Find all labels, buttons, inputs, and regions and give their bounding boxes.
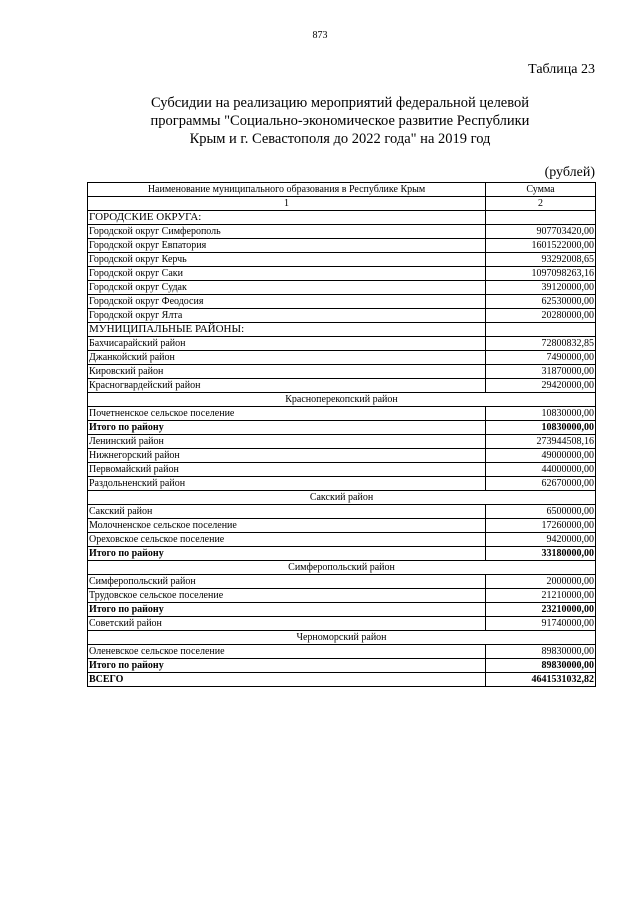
row-name: Джанкойский район: [88, 351, 486, 365]
district-header-row: [88, 561, 596, 575]
row-amount: 1601522000,00: [486, 239, 596, 253]
row-amount: 72800832,85: [486, 337, 596, 351]
title-line: Крым и г. Севастополя до 2022 года" на 2019 год: [189, 131, 491, 147]
row-name: Итого по району: [88, 547, 486, 561]
row-amount: 31870000,00: [486, 365, 596, 379]
row-name: Итого по району: [88, 421, 486, 435]
row-amount: 10830000,00: [486, 407, 596, 421]
row-name: Городской округ Евпатория: [88, 239, 486, 253]
total-row: [88, 603, 596, 617]
table-row: [88, 449, 596, 463]
row-name: Трудовское сельское поселение: [88, 589, 486, 603]
row-amount: 20280000,00: [486, 309, 596, 323]
total-row: [88, 547, 596, 561]
column-number-row: [88, 197, 596, 211]
table-row: [88, 281, 596, 295]
row-name: Итого по району: [88, 659, 486, 673]
row-amount: 9420000,00: [486, 533, 596, 547]
header-name-column: Наименование муниципального образования в Республике Крым: [88, 183, 486, 197]
district-name: Сакский район: [88, 491, 596, 505]
row-amount: 6500000,00: [486, 505, 596, 519]
table-row: [88, 225, 596, 239]
row-amount: 907703420,00: [486, 225, 596, 239]
district-header-row: [88, 393, 596, 407]
table-row: [88, 589, 596, 603]
table-row: [88, 295, 596, 309]
district-name: Симферопольский район: [88, 561, 596, 575]
header-sum-column: Сумма: [486, 183, 596, 197]
row-amount: 17260000,00: [486, 519, 596, 533]
header-row: [88, 183, 596, 197]
row-amount: 10830000,00: [486, 421, 596, 435]
row-name: Почетненское сельское поселение: [88, 407, 486, 421]
row-name: Итого по району: [88, 603, 486, 617]
document-title: [80, 94, 600, 148]
table-row: [88, 533, 596, 547]
table-row: [88, 309, 596, 323]
row-name: ВСЕГО: [88, 673, 486, 687]
row-name: Оленевское сельское поселение: [88, 645, 486, 659]
row-amount: 21210000,00: [486, 589, 596, 603]
table-row: [88, 435, 596, 449]
table-row: [88, 239, 596, 253]
subsidy-table: [87, 182, 596, 687]
row-name: Советский район: [88, 617, 486, 631]
row-name: Ореховское сельское поселение: [88, 533, 486, 547]
table-row: [88, 617, 596, 631]
section-row: [88, 323, 596, 337]
row-name: Молочненское сельское поселение: [88, 519, 486, 533]
table-row: [88, 267, 596, 281]
table-row: [88, 645, 596, 659]
row-amount: 7490000,00: [486, 351, 596, 365]
column-number: 2: [486, 197, 596, 211]
row-amount: 29420000,00: [486, 379, 596, 393]
table-label: Таблица 23: [528, 62, 595, 77]
row-amount: [486, 211, 596, 225]
table-row: [88, 337, 596, 351]
table-row: [88, 463, 596, 477]
district-name: Черноморский район: [88, 631, 596, 645]
row-amount: 39120000,00: [486, 281, 596, 295]
row-name: ГОРОДСКИЕ ОКРУГА:: [88, 211, 486, 225]
table-row: [88, 505, 596, 519]
table-row: [88, 477, 596, 491]
row-amount: 1097098263,16: [486, 267, 596, 281]
title-line: Субсидии на реализацию мероприятий федеральной целевой: [150, 95, 529, 111]
table-row: [88, 407, 596, 421]
section-row: [88, 211, 596, 225]
district-name: Красноперекопский район: [88, 393, 596, 407]
row-name: Ленинский район: [88, 435, 486, 449]
row-name: Бахчисарайский район: [88, 337, 486, 351]
row-amount: 23210000,00: [486, 603, 596, 617]
row-name: Городской округ Симферополь: [88, 225, 486, 239]
district-header-row: [88, 631, 596, 645]
row-amount: 62670000,00: [486, 477, 596, 491]
column-number: 1: [88, 197, 486, 211]
total-row: [88, 673, 596, 687]
district-header-row: [88, 491, 596, 505]
row-name: Симферопольский район: [88, 575, 486, 589]
row-amount: 93292008,65: [486, 253, 596, 267]
total-row: [88, 421, 596, 435]
row-amount: 49000000,00: [486, 449, 596, 463]
table-row: [88, 253, 596, 267]
table-row: [88, 575, 596, 589]
table-row: [88, 365, 596, 379]
row-amount: [486, 323, 596, 337]
total-row: [88, 659, 596, 673]
row-name: Городской округ Саки: [88, 267, 486, 281]
row-amount: 62530000,00: [486, 295, 596, 309]
table-row: [88, 351, 596, 365]
row-amount: 2000000,00: [486, 575, 596, 589]
row-amount: 89830000,00: [486, 659, 596, 673]
row-amount: 4641531032,82: [486, 673, 596, 687]
table-row: [88, 379, 596, 393]
row-name: Первомайский район: [88, 463, 486, 477]
row-amount: 33180000,00: [486, 547, 596, 561]
row-amount: 91740000,00: [486, 617, 596, 631]
row-name: Городской округ Судак: [88, 281, 486, 295]
row-name: Красногвардейский район: [88, 379, 486, 393]
row-name: МУНИЦИПАЛЬНЫЕ РАЙОНЫ:: [88, 323, 486, 337]
row-amount: 89830000,00: [486, 645, 596, 659]
row-name: Сакский район: [88, 505, 486, 519]
table-row: [88, 519, 596, 533]
row-name: Городской округ Керчь: [88, 253, 486, 267]
row-name: Городской округ Феодосия: [88, 295, 486, 309]
row-name: Кировский район: [88, 365, 486, 379]
units-label: (рублей): [544, 165, 595, 180]
row-amount: 273944508,16: [486, 435, 596, 449]
row-name: Городской округ Ялта: [88, 309, 486, 323]
row-name: Нижнегорский район: [88, 449, 486, 463]
page-number: 873: [312, 30, 328, 41]
title-line: программы "Социально-экономическое развитие Республики: [150, 113, 530, 129]
row-amount: 44000000,00: [486, 463, 596, 477]
row-name: Раздольненский район: [88, 477, 486, 491]
table-body: [88, 183, 596, 687]
